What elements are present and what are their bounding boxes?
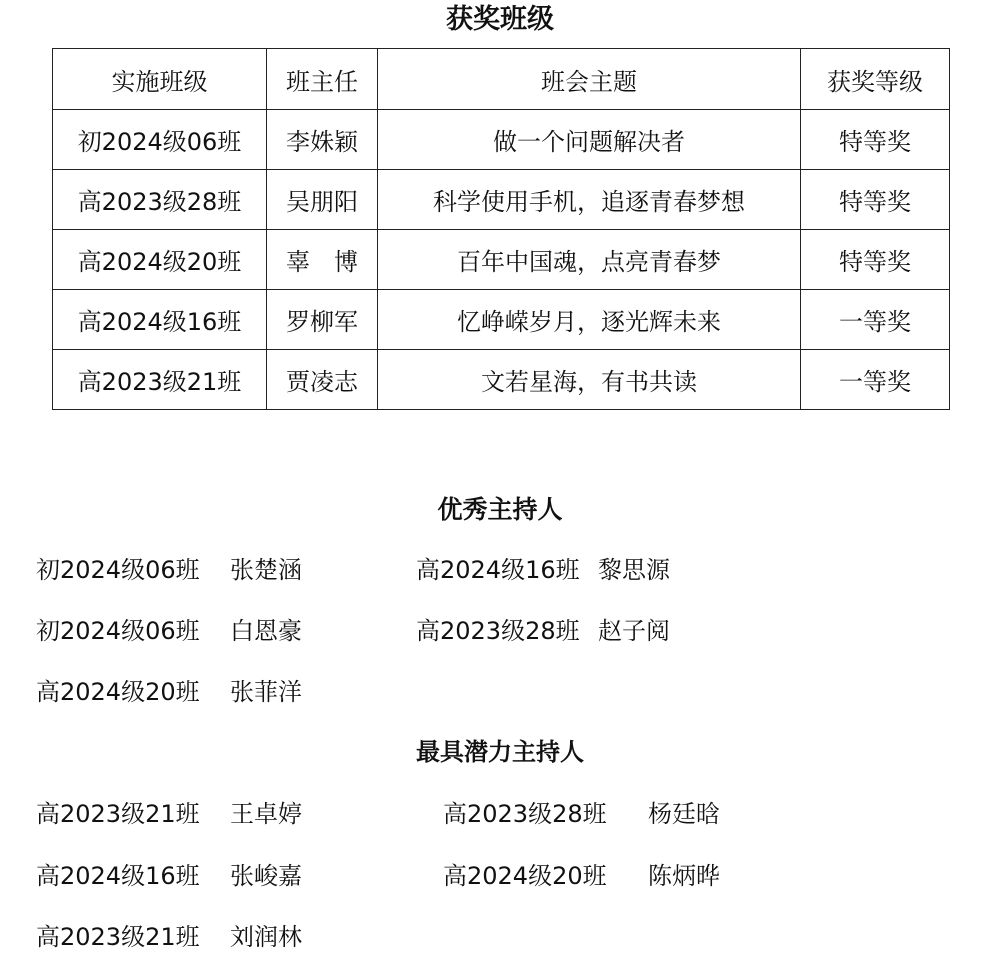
cell-teacher: 辜 博 [267, 230, 378, 290]
cell-teacher: 罗柳军 [267, 290, 378, 350]
potential-hosts-title: 最具潜力主持人 [416, 738, 584, 766]
excellent-host-name: 黎思源 [598, 556, 670, 584]
potential-host-name: 王卓婷 [230, 800, 302, 828]
cell-level: 特等奖 [801, 170, 950, 230]
header-theme: 班会主题 [378, 49, 801, 110]
awarded-classes-table [52, 48, 950, 410]
cell-level: 一等奖 [801, 350, 950, 410]
potential-host-name: 陈炳晔 [648, 862, 720, 890]
excellent-host-class: 初2024级06班 [36, 617, 200, 645]
cell-theme: 科学使用手机，追逐青春梦想 [378, 170, 801, 230]
excellent-host-name: 张楚涵 [230, 556, 302, 584]
header-teacher: 班主任 [267, 49, 378, 110]
cell-theme: 文若星海，有书共读 [378, 350, 801, 410]
potential-host-name: 张峻嘉 [230, 862, 302, 890]
cell-class: 高2023级21班 [53, 350, 267, 410]
cell-class: 高2023级28班 [53, 170, 267, 230]
excellent-host-class: 高2024级16班 [416, 556, 580, 584]
potential-host-class: 高2023级21班 [36, 800, 200, 828]
potential-host-class: 高2024级16班 [36, 862, 200, 890]
awarded-classes-title: 获奖班级 [446, 4, 554, 35]
excellent-host-name: 赵子阅 [598, 617, 670, 645]
cell-level: 特等奖 [801, 230, 950, 290]
cell-level: 特等奖 [801, 110, 950, 170]
cell-teacher: 李姝颖 [267, 110, 378, 170]
excellent-host-class: 高2024级20班 [36, 678, 200, 706]
excellent-host-class: 高2023级28班 [416, 617, 580, 645]
potential-host-class: 高2024级20班 [443, 862, 607, 890]
cell-class: 高2024级16班 [53, 290, 267, 350]
excellent-host-name: 白恩豪 [230, 617, 302, 645]
table-row [53, 350, 950, 410]
potential-host-class: 高2023级28班 [443, 800, 607, 828]
table-row [53, 170, 950, 230]
excellent-host-name: 张菲洋 [230, 678, 302, 706]
excellent-hosts-title: 优秀主持人 [437, 495, 563, 524]
table-row [53, 290, 950, 350]
header-level: 获奖等级 [801, 49, 950, 110]
table-row [53, 230, 950, 290]
cell-level: 一等奖 [801, 290, 950, 350]
cell-theme: 做一个问题解决者 [378, 110, 801, 170]
header-class: 实施班级 [53, 49, 267, 110]
table-header-row [53, 49, 950, 110]
cell-class: 初2024级06班 [53, 110, 267, 170]
table-row [53, 110, 950, 170]
potential-host-name: 刘润林 [230, 923, 302, 951]
excellent-host-class: 初2024级06班 [36, 556, 200, 584]
potential-host-class: 高2023级21班 [36, 923, 200, 951]
cell-theme: 忆峥嵘岁月，逐光辉未来 [378, 290, 801, 350]
potential-host-name: 杨廷晗 [648, 800, 720, 828]
cell-teacher: 吴朋阳 [267, 170, 378, 230]
cell-theme: 百年中国魂，点亮青春梦 [378, 230, 801, 290]
cell-teacher: 贾凌志 [267, 350, 378, 410]
cell-class: 高2024级20班 [53, 230, 267, 290]
